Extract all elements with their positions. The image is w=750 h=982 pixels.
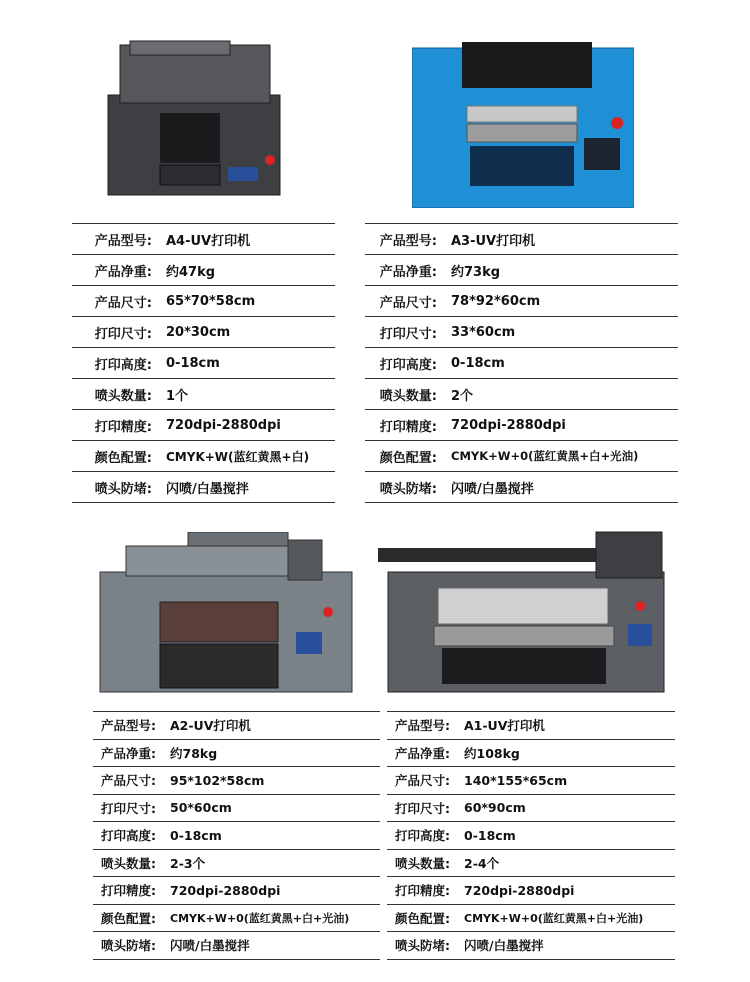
spec-value: 1个 [166,388,189,404]
spec-row [365,441,678,472]
spec-row [387,877,675,905]
spec-row [72,348,335,379]
spec-row [387,932,675,960]
spec-label: 颜色配置: [395,910,450,926]
spec-row [72,317,335,348]
spec-label: 颜色配置: [101,910,156,926]
spec-row [72,224,335,255]
spec-label: 打印尺寸: [94,326,152,342]
spec-table [72,223,335,503]
spec-value: 720dpi-2880dpi [451,417,566,433]
spec-label: 产品尺寸: [379,295,437,311]
spec-value: 闪喷/白墨搅拌 [166,481,249,497]
spec-value: 65*70*58cm [166,293,256,309]
spec-value: 0-18cm [451,355,505,371]
spec-value: 0-18cm [166,355,220,371]
spec-label: 产品尺寸: [395,773,450,789]
spec-row [387,740,675,768]
spec-label: 产品尺寸: [101,773,156,789]
spec-value: 闪喷/白墨搅拌 [464,938,544,954]
spec-row [72,255,335,286]
spec-row [72,286,335,317]
spec-value: 0-18cm [170,827,222,843]
spec-label: 产品净重: [379,264,437,280]
spec-row [387,795,675,823]
spec-label: 打印高度: [395,828,450,844]
spec-value: CMYK+W+0(蓝红黄黑+白+光油) [451,449,639,463]
spec-value: CMYK+W+0(蓝红黄黑+白+光油) [170,911,350,925]
spec-value: 720dpi-2880dpi [170,882,281,898]
spec-label: 产品型号: [395,718,450,734]
spec-row [93,795,380,823]
spec-value: 闪喷/白墨搅拌 [451,481,534,497]
spec-row [365,410,678,441]
a2-uv-printer-photo [96,532,356,694]
spec-row [93,932,380,960]
spec-value: CMYK+W+0(蓝红黄黑+白+光油) [464,911,644,925]
a1-uv-printer-photo [378,528,668,694]
spec-label: 喷头数量: [94,388,152,404]
spec-value: A4-UV打印机 [166,233,251,249]
spec-label: 喷头防堵: [395,938,450,954]
spec-value: 50*60cm [170,800,232,816]
spec-row [365,379,678,410]
spec-label: 颜色配置: [379,450,437,466]
spec-row [387,822,675,850]
spec-row [72,379,335,410]
spec-value: A2-UV打印机 [170,718,251,734]
spec-row [93,850,380,878]
spec-value: 60*90cm [464,800,526,816]
spec-table [365,223,678,503]
spec-label: 打印精度: [101,883,156,899]
spec-label: 打印精度: [395,883,450,899]
spec-label: 产品型号: [379,233,437,249]
spec-value: 140*155*65cm [464,772,568,788]
spec-label: 产品型号: [101,718,156,734]
spec-row [93,822,380,850]
spec-label: 产品型号: [94,233,152,249]
spec-value: 0-18cm [464,827,516,843]
spec-row [72,410,335,441]
spec-label: 打印高度: [101,828,156,844]
spec-value: 约108kg [464,745,520,761]
spec-label: 颜色配置: [94,450,152,466]
spec-value: 2个 [451,388,474,404]
spec-label: 打印高度: [94,357,152,373]
spec-row [365,317,678,348]
spec-label: 打印精度: [379,419,437,435]
spec-label: 产品净重: [94,264,152,280]
spec-row [72,472,335,503]
spec-value: 2-4个 [464,855,500,871]
spec-label: 产品净重: [395,745,450,761]
spec-label: 打印尺寸: [101,800,156,816]
spec-label: 产品净重: [101,745,156,761]
spec-value: 约73kg [451,264,501,280]
spec-row [365,224,678,255]
spec-value: CMYK+W(蓝红黄黑+白) [166,449,310,464]
spec-row [93,712,380,740]
spec-row [365,286,678,317]
spec-value: 闪喷/白墨搅拌 [170,938,250,954]
spec-row [365,472,678,503]
spec-label: 喷头数量: [395,855,450,871]
a4-uv-printer-photo [100,35,290,200]
spec-row [72,441,335,472]
spec-row [365,255,678,286]
spec-value: A1-UV打印机 [464,718,545,734]
spec-row [93,905,380,933]
spec-label: 喷头防堵: [94,481,152,497]
spec-label: 喷头数量: [101,855,156,871]
spec-value: 78*92*60cm [451,293,541,309]
spec-row [387,905,675,933]
spec-row [93,877,380,905]
spec-row [93,740,380,768]
spec-label: 喷头防堵: [379,481,437,497]
spec-label: 喷头防堵: [101,938,156,954]
spec-value: A3-UV打印机 [451,233,536,249]
spec-value: 720dpi-2880dpi [166,417,281,433]
spec-row [387,767,675,795]
spec-label: 打印尺寸: [379,326,437,342]
spec-label: 打印尺寸: [395,800,450,816]
spec-label: 喷头数量: [379,388,437,404]
spec-value: 33*60cm [451,324,516,340]
spec-row [93,767,380,795]
spec-table [93,711,380,960]
spec-value: 约47kg [166,264,216,280]
spec-value: 约78kg [170,745,218,761]
spec-table [387,711,675,960]
spec-label: 打印精度: [94,419,152,435]
spec-value: 2-3个 [170,855,206,871]
a3-uv-printer-photo [412,38,634,208]
spec-value: 95*102*58cm [170,772,265,788]
spec-row [387,850,675,878]
spec-value: 720dpi-2880dpi [464,882,575,898]
spec-value: 20*30cm [166,324,231,340]
spec-label: 打印高度: [379,357,437,373]
spec-label: 产品尺寸: [94,295,152,311]
spec-row [365,348,678,379]
spec-row [387,712,675,740]
